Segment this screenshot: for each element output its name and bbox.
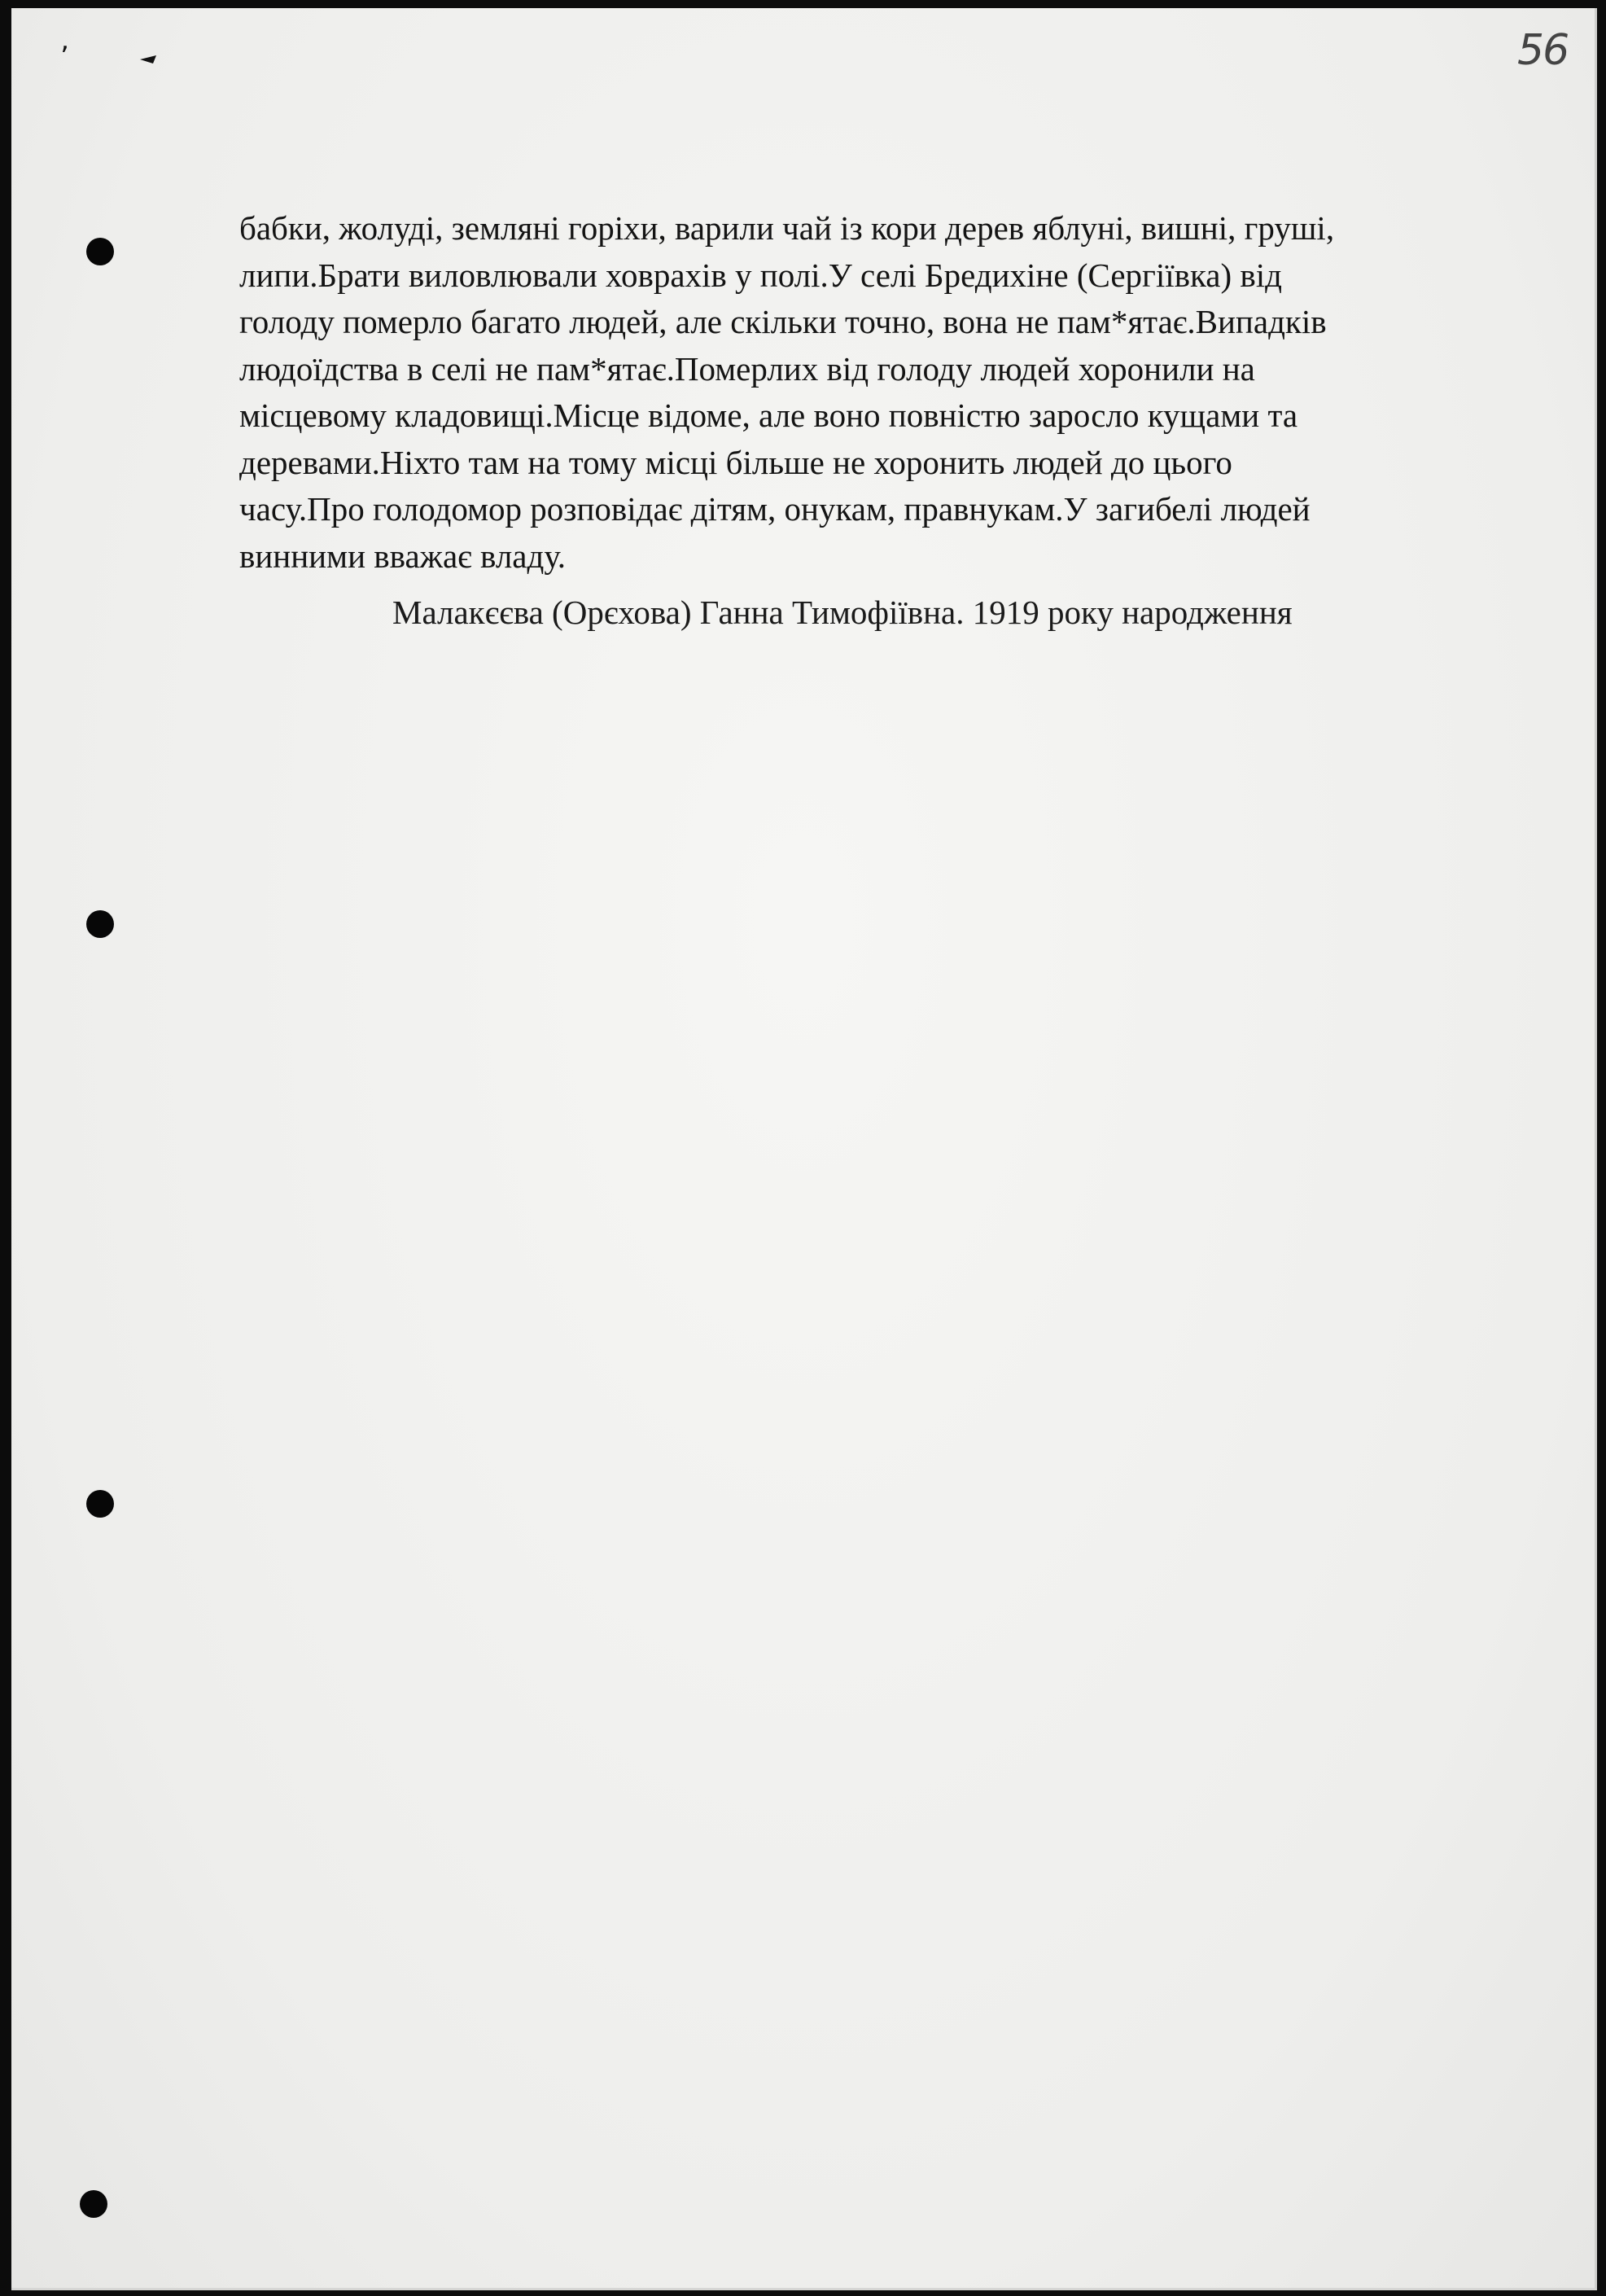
witness-signature-line: Малакєєва (Орєхова) Ганна Тимофіївна. 1919 року народження (392, 594, 1293, 631)
text-line: винними вважає владу. (239, 537, 566, 575)
punch-hole-4 (80, 2190, 107, 2218)
punch-hole-2 (86, 910, 114, 938)
document-page (11, 8, 1597, 2290)
text-line: деревами.Ніхто там на тому місці більше не хоронить людей до цього (239, 443, 1232, 481)
text-line: бабки, жолуді, земляні горіхи, варили чай із кори дерев яблуні, вишні, груші, (239, 209, 1335, 247)
text-line: голоду померло багато людей, але скільки точно, вона не пам*ятає.Випадків (239, 303, 1327, 340)
text-line: людоїдства в селі не пам*ятає.Померлих від голоду людей хоронили на (239, 349, 1255, 388)
punch-hole-3 (86, 1490, 114, 1518)
text-line: місцевому кладовищі.Місце відоме, але воно повністю заросло кущами та (239, 397, 1298, 434)
corner-pen-mark: ʼ (60, 41, 69, 73)
punch-hole-1 (86, 238, 114, 265)
text-line: липи.Брати виловлювали ховрахів у полі.У селі Бредихіне (Сергіївка) від (239, 256, 1282, 294)
corner-arrow-mark (140, 55, 156, 64)
text-line: часу.Про голодомор розповідає дітям, онукам, правнукам.У загибелі людей (239, 490, 1311, 528)
handwritten-page-number: 56 (1517, 26, 1569, 75)
testimony-paragraph (239, 205, 1477, 580)
